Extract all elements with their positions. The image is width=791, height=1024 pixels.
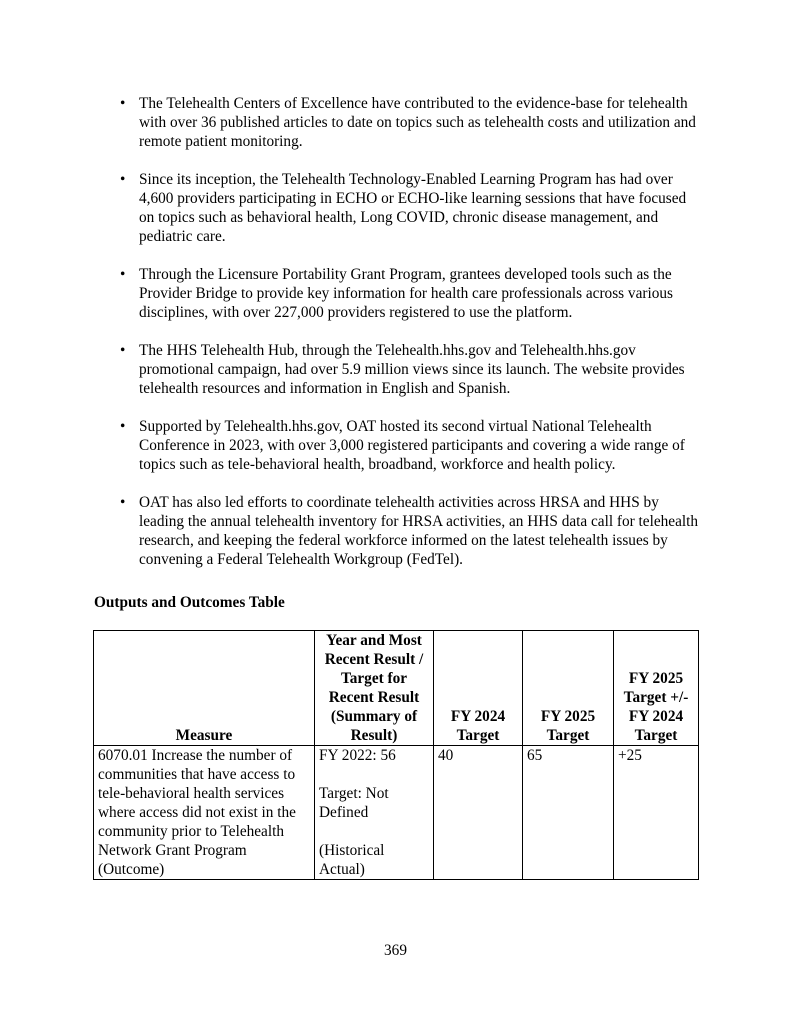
- bullet-item: [120, 341, 705, 398]
- header-recent-result: Year and Most Recent Result / Target for Recent Result (Summary of Result): [315, 631, 434, 746]
- outputs-outcomes-table: [93, 630, 699, 880]
- page-number: 369: [384, 942, 407, 959]
- bullet-icon: •: [120, 266, 126, 283]
- bullet-item: [120, 265, 705, 322]
- cell-target-change: +25: [614, 746, 699, 880]
- bullet-text: OAT has also led efforts to coordinate telehealth activities across HRSA and HHS by leading the annual telehealth inventory for HRSA activities, an HHS data call for telehealth research, and keeping the federal workforce informed on the latest telehealth issues by convening a Federal Telehealth Workgroup (FedTel).: [139, 494, 699, 568]
- cell-recent-result: [315, 746, 434, 880]
- bullet-icon: •: [120, 95, 126, 112]
- header-fy2024-target: FY 2024 Target: [434, 631, 523, 746]
- bullet-text: Supported by Telehealth.hhs.gov, OAT hosted its second virtual National Telehealth Conference in 2023, with over 3,000 registered participants and covering a wide range of topics such as tele-behavioral health, broadband, workforce and health policy.: [139, 418, 685, 473]
- bullet-text: The HHS Telehealth Hub, through the Telehealth.hhs.gov and Telehealth.hhs.gov promotional campaign, had over 5.9 million views since its launch. The website provides telehealth resources and information in English and Spanish.: [139, 342, 685, 397]
- table-row: [94, 746, 699, 880]
- bullet-icon: •: [120, 342, 126, 359]
- header-target-change: FY 2025 Target +/- FY 2024 Target: [614, 631, 699, 746]
- bullet-item: [120, 493, 705, 569]
- result-target: Target: Not Defined: [319, 785, 389, 821]
- section-heading: Outputs and Outcomes Table: [94, 594, 285, 611]
- bullet-item: [120, 417, 705, 474]
- bullet-text: The Telehealth Centers of Excellence have contributed to the evidence-base for telehealth with over 36 published articles to date on topics such as telehealth costs and utilization and remote patient monitoring.: [139, 95, 696, 150]
- bullet-list: [120, 94, 705, 588]
- bullet-icon: •: [120, 418, 126, 435]
- bullet-item: [120, 94, 705, 151]
- cell-measure: 6070.01 Increase the number of communities that have access to tele-behavioral health services where access did not exist in the community prior to Telehealth Network Grant Program (Outcome): [94, 746, 315, 880]
- cell-fy2025-target: 65: [523, 746, 614, 880]
- result-value: FY 2022: 56: [319, 747, 396, 764]
- bullet-text: Through the Licensure Portability Grant Program, grantees developed tools such as the Provider Bridge to provide key information for health care professionals across various disciplines, with over 227,000 providers registered to use the platform.: [139, 266, 673, 321]
- header-fy2025-target: FY 2025 Target: [523, 631, 614, 746]
- bullet-icon: •: [120, 171, 126, 188]
- bullet-icon: •: [120, 494, 126, 511]
- header-measure: Measure: [94, 631, 315, 746]
- result-summary: (Historical Actual): [319, 842, 385, 878]
- bullet-item: [120, 170, 705, 246]
- table-header-row: [94, 631, 699, 746]
- cell-fy2024-target: 40: [434, 746, 523, 880]
- bullet-text: Since its inception, the Telehealth Technology-Enabled Learning Program has had over 4,600 providers participating in ECHO or ECHO-like learning sessions that have focused on topics such as behavioral health, Long COVID, chronic disease management, and pediatric care.: [139, 171, 687, 245]
